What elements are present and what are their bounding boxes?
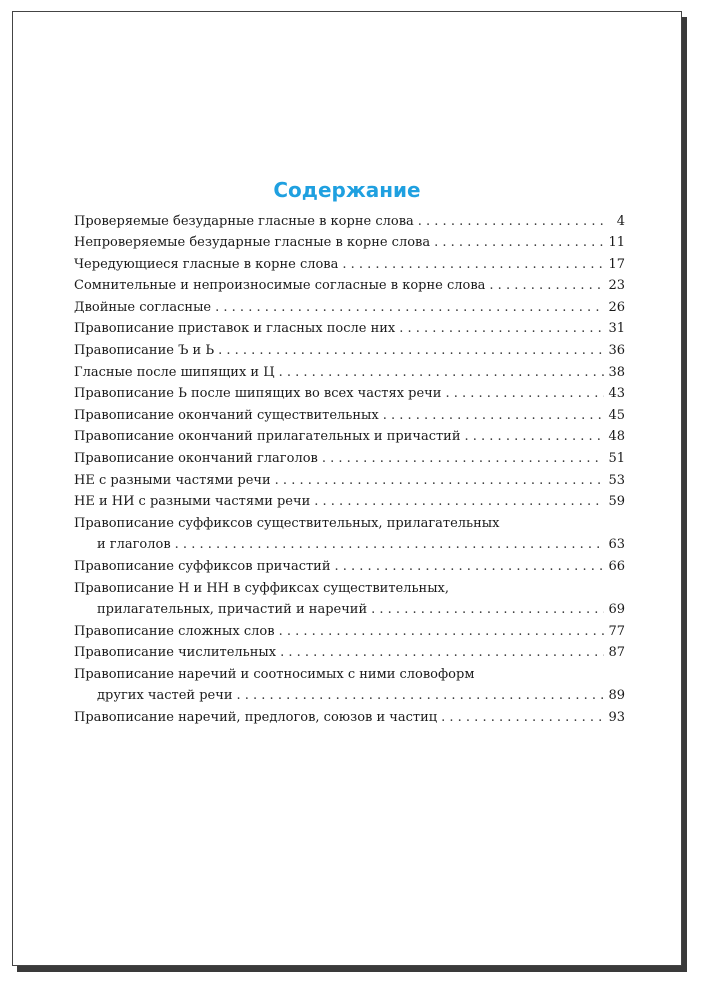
toc-dot-leader [237, 685, 605, 707]
toc-page-number: 45 [608, 407, 625, 423]
toc-entry [74, 426, 625, 448]
toc-entry [74, 621, 625, 643]
toc-entry [74, 470, 625, 492]
toc-entry [74, 405, 625, 427]
toc-entry-line [74, 232, 625, 254]
toc-entry [74, 383, 625, 405]
toc-entry [74, 664, 625, 707]
toc-entry-line [74, 362, 625, 384]
toc-entry-title: Правописание сложных слов [74, 623, 275, 639]
toc-entry [74, 340, 625, 362]
toc-entry [74, 318, 625, 340]
toc-entry-title: Правописание окончаний глаголов [74, 450, 318, 466]
table-of-contents [74, 212, 625, 729]
toc-page-number: 26 [608, 299, 625, 315]
toc-entry [74, 254, 625, 276]
toc-entry [74, 642, 625, 664]
toc-entry-title: Правописание суффиксов причастий [74, 558, 331, 574]
toc-dot-leader [322, 448, 605, 470]
toc-entry-title: других частей речи [97, 688, 233, 704]
toc-entry [74, 297, 625, 319]
toc-entry-title: Сомнительные и непроизносимые согласные в корне слова [74, 278, 486, 294]
toc-entry-title: Непроверяемые безударные гласные в корне слова [74, 235, 431, 250]
toc-page-number: 31 [608, 321, 625, 337]
toc-entry-line [74, 599, 625, 621]
toc-entry-line [74, 254, 625, 276]
toc-dot-leader [279, 362, 605, 384]
toc-dot-leader [279, 621, 605, 643]
toc-entry-title: Правописание Н и НН в суффиксах существительных, [74, 580, 450, 596]
toc-page-number: 69 [608, 602, 625, 618]
toc-entry-title: Гласные после шипящих и Ц [74, 364, 275, 380]
toc-entry-title: Правописание наречий и соотносимых с ними словоформ [74, 666, 475, 682]
toc-entry [74, 491, 625, 513]
toc-entry-title: НЕ и НИ с разными частями речи [74, 494, 311, 510]
toc-page-number: 4 [616, 214, 625, 229]
toc-page-number: 93 [608, 710, 625, 726]
toc-entry-line [74, 685, 625, 707]
toc-entry [74, 232, 625, 254]
toc-entry-line [74, 707, 625, 729]
toc-page-number: 59 [608, 494, 625, 510]
toc-entry-line [74, 448, 625, 470]
toc-dot-leader [215, 297, 604, 319]
toc-dot-leader [275, 470, 605, 492]
toc-page-number: 51 [608, 450, 625, 466]
toc-entry-title: Проверяемые безударные гласные в корне слова [74, 214, 414, 229]
toc-dot-leader [314, 491, 604, 513]
toc-entry-line [74, 534, 625, 556]
toc-entry-title: Правописание приставок и гласных после них [74, 321, 396, 337]
toc-entry-line [74, 556, 625, 578]
toc-entry-line [74, 405, 625, 427]
toc-entry [74, 448, 625, 470]
toc-entry-line [74, 642, 625, 664]
toc-entry-line [74, 513, 625, 535]
toc-dot-leader [335, 556, 605, 578]
toc-dot-leader [175, 534, 605, 556]
toc-entry-line [74, 578, 625, 600]
toc-page-number: 38 [608, 364, 625, 380]
toc-entry-line [74, 297, 625, 319]
toc-dot-leader [371, 599, 604, 621]
toc-entry-title: Правописание Ь после шипящих во всех частях речи [74, 386, 442, 402]
toc-entry-line [74, 212, 625, 232]
toc-dot-leader [445, 383, 604, 405]
document-page [12, 11, 682, 966]
toc-entry-title: Двойные согласные [74, 299, 212, 315]
toc-entry-line [74, 426, 625, 448]
toc-dot-leader [280, 642, 604, 664]
toc-entry-line [74, 318, 625, 340]
toc-dot-leader [441, 707, 604, 729]
toc-dot-leader [489, 275, 604, 297]
toc-entry-title: Правописание числительных [74, 645, 277, 661]
toc-entry-line [74, 275, 625, 297]
toc-entry-line [74, 664, 625, 686]
toc-entry [74, 275, 625, 297]
toc-title: Содержание [273, 178, 421, 202]
toc-entry-title: Правописание наречий, предлогов, союзов и частиц [74, 710, 438, 726]
toc-page-number: 77 [608, 623, 625, 639]
toc-page-number: 63 [608, 537, 625, 553]
toc-dot-leader [418, 212, 607, 232]
toc-entry-title: Правописание окончаний существительных [74, 407, 379, 423]
toc-entry [74, 578, 625, 621]
toc-entry-title: Правописание Ъ и Ь [74, 342, 215, 358]
toc-entry-title: Правописание суффиксов существительных, прилагательных [74, 515, 500, 531]
toc-entry-title: НЕ с разными частями речи [74, 472, 271, 488]
toc-entry [74, 707, 625, 729]
toc-dot-leader [342, 254, 604, 276]
toc-page-number: 53 [608, 472, 625, 488]
toc-page-number: 11 [608, 235, 625, 250]
toc-entry-title: Чередующиеся гласные в корне слова [74, 256, 339, 272]
toc-entry-line [74, 340, 625, 362]
toc-entry-line [74, 491, 625, 513]
toc-dot-leader [434, 232, 604, 254]
toc-entry-line [74, 383, 625, 405]
toc-page-number: 43 [608, 386, 625, 402]
toc-page-number: 23 [608, 278, 625, 294]
toc-page-number: 89 [608, 688, 625, 704]
toc-entry [74, 362, 625, 384]
toc-dot-leader [383, 405, 605, 427]
toc-page-number: 36 [608, 342, 625, 358]
toc-dot-leader [218, 340, 604, 362]
toc-entry [74, 556, 625, 578]
toc-entry-title: прилагательных, причастий и наречий [97, 602, 368, 618]
toc-dot-leader [399, 318, 604, 340]
toc-page-number: 48 [608, 429, 625, 445]
toc-entry-title: Правописание окончаний прилагательных и причастий [74, 429, 461, 445]
toc-dot-leader [465, 426, 605, 448]
toc-page-number: 66 [608, 558, 625, 574]
toc-entry [74, 212, 625, 232]
toc-page-number: 87 [608, 645, 625, 661]
toc-entry-line [74, 470, 625, 492]
toc-entry [74, 513, 625, 556]
toc-entry-line [74, 621, 625, 643]
toc-page-number: 17 [608, 256, 625, 272]
toc-entry-title: и глаголов [97, 537, 171, 553]
